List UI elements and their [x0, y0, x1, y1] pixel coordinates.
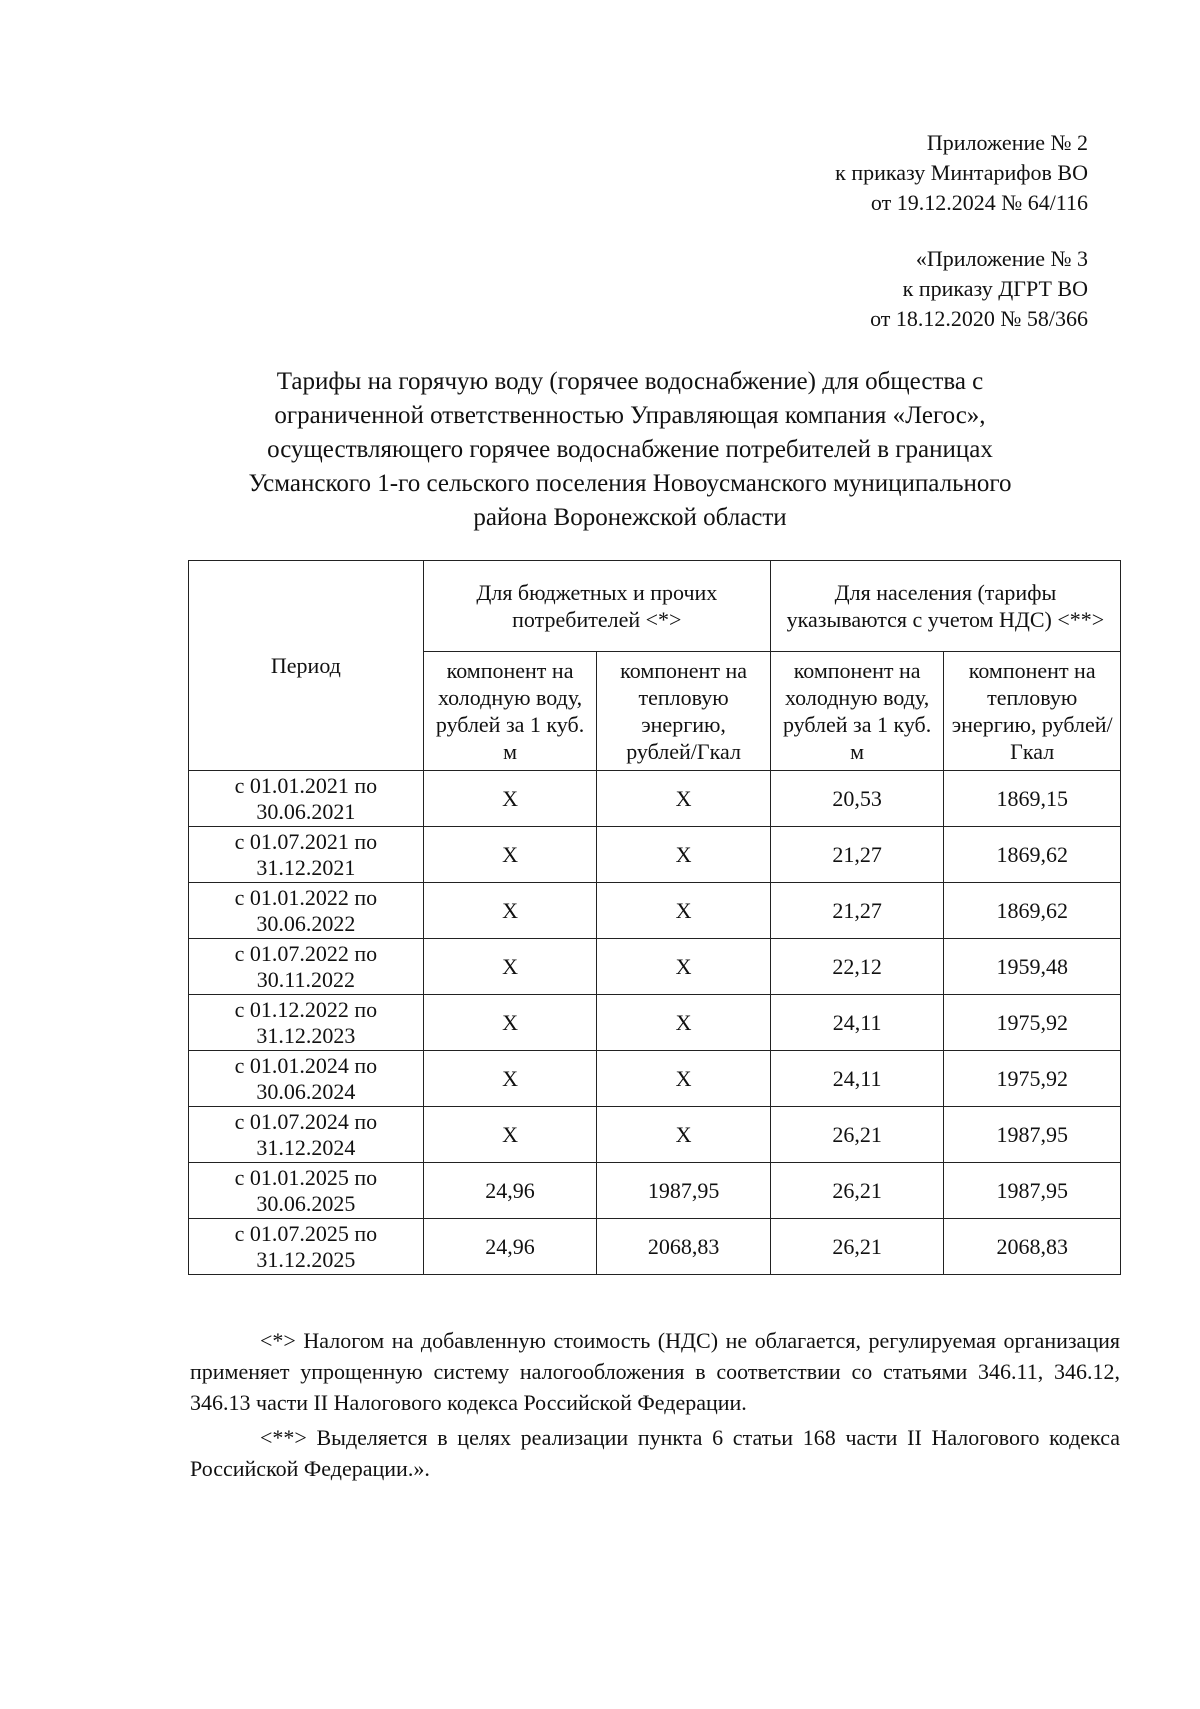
cell-population-heat: 1987,95: [944, 1107, 1121, 1163]
cell-population-heat: 1869,62: [944, 883, 1121, 939]
cell-budget-heat: Х: [597, 995, 771, 1051]
cell-population-heat: 1869,15: [944, 771, 1121, 827]
footnote-vat-allocated: <**> Выделяется в целях реализации пункта 6 статьи 168 части II Налогового кодекса Российской Федерации.».: [190, 1425, 1120, 1481]
cell-population-heat: 1869,62: [944, 827, 1121, 883]
cell-population-heat: 1975,92: [944, 995, 1121, 1051]
header-population-group: Для населения (тарифы указываются с учетом НДС) <**>: [770, 561, 1120, 652]
cell-budget-heat: 2068,83: [597, 1219, 771, 1275]
title-line: района Воронежской области: [473, 504, 787, 531]
footnotes: [190, 1325, 1120, 1488]
cell-budget-cold: 24,96: [423, 1219, 597, 1275]
table-row: [189, 883, 1121, 939]
table-row: [189, 827, 1121, 883]
cell-period: с 01.07.2022 по 30.11.2022: [189, 939, 424, 995]
cell-population-cold: 26,21: [770, 1107, 944, 1163]
cell-population-heat: 1975,92: [944, 1051, 1121, 1107]
cell-budget-cold: Х: [423, 939, 597, 995]
appendix-2-order: к приказу Минтарифов ВО: [835, 160, 1088, 185]
cell-population-cold: 21,27: [770, 883, 944, 939]
table-row: [189, 1051, 1121, 1107]
appendix-2-number: Приложение № 2: [926, 130, 1088, 155]
table-row: [189, 1163, 1121, 1219]
cell-budget-cold: Х: [423, 1107, 597, 1163]
appendix-3-order: к приказу ДГРТ ВО: [902, 276, 1088, 301]
cell-budget-cold: Х: [423, 771, 597, 827]
cell-period: с 01.01.2021 по 30.06.2021: [189, 771, 424, 827]
cell-period: с 01.07.2024 по 31.12.2024: [189, 1107, 424, 1163]
title-line: осуществляющего горячее водоснабжение потребителей в границах: [267, 436, 993, 463]
table-row: [189, 1107, 1121, 1163]
header-period: Период: [189, 561, 424, 771]
cell-budget-cold: Х: [423, 1051, 597, 1107]
appendix-2-header: [835, 128, 1088, 218]
document-title: [190, 365, 1070, 535]
cell-population-cold: 24,11: [770, 1051, 944, 1107]
table-row: [189, 1219, 1121, 1275]
header-population-cold: компонент на холодную воду, рублей за 1 куб. м: [770, 652, 944, 771]
cell-population-heat: 2068,83: [944, 1219, 1121, 1275]
appendix-2-date: от 19.12.2024 № 64/116: [870, 190, 1088, 215]
cell-period: с 01.01.2022 по 30.06.2022: [189, 883, 424, 939]
footnote-vat-exempt: <*> Налогом на добавленную стоимость (НДС) не облагается, регулируемая организация применяет упрощенную систему налогообложения в соответствии со статьями 346.11, 346.12, 346.13 части II Налогового кодекса Российской Федерации.: [190, 1328, 1120, 1415]
cell-population-cold: 26,21: [770, 1163, 944, 1219]
cell-budget-heat: Х: [597, 827, 771, 883]
header-budget-heat: компонент на тепловую энергию, рублей/Гкал: [597, 652, 771, 771]
header-budget-cold: компонент на холодную воду, рублей за 1 куб. м: [423, 652, 597, 771]
cell-population-cold: 20,53: [770, 771, 944, 827]
header-row: [189, 561, 1121, 652]
cell-budget-heat: Х: [597, 1051, 771, 1107]
appendix-3-number: «Приложение № 3: [915, 246, 1088, 271]
cell-budget-heat: 1987,95: [597, 1163, 771, 1219]
cell-period: с 01.01.2024 по 30.06.2024: [189, 1051, 424, 1107]
cell-period: с 01.07.2021 по 31.12.2021: [189, 827, 424, 883]
cell-population-cold: 26,21: [770, 1219, 944, 1275]
table-row: [189, 939, 1121, 995]
title-line: ограниченной ответственностью Управляющая компания «Легос»,: [274, 402, 986, 429]
table-row: [189, 995, 1121, 1051]
cell-period: с 01.07.2025 по 31.12.2025: [189, 1219, 424, 1275]
cell-budget-cold: Х: [423, 883, 597, 939]
cell-population-heat: 1959,48: [944, 939, 1121, 995]
cell-budget-cold: Х: [423, 995, 597, 1051]
title-line: Усманского 1-го сельского поселения Новоусманского муниципального: [248, 470, 1012, 497]
cell-budget-heat: Х: [597, 939, 771, 995]
cell-period: с 01.01.2025 по 30.06.2025: [189, 1163, 424, 1219]
cell-budget-heat: Х: [597, 1107, 771, 1163]
tariffs-table: [188, 560, 1121, 1275]
cell-budget-heat: Х: [597, 883, 771, 939]
appendix-3-header: [870, 244, 1088, 334]
appendix-3-date: от 18.12.2020 № 58/366: [870, 306, 1088, 331]
table-row: [189, 771, 1121, 827]
cell-budget-cold: 24,96: [423, 1163, 597, 1219]
table-body: [189, 771, 1121, 1275]
header-population-heat: компонент на тепловую энергию, рублей/Гкал: [944, 652, 1121, 771]
cell-budget-heat: Х: [597, 771, 771, 827]
title-line: Тарифы на горячую воду (горячее водоснабжение) для общества с: [276, 368, 984, 395]
cell-population-heat: 1987,95: [944, 1163, 1121, 1219]
cell-population-cold: 22,12: [770, 939, 944, 995]
header-budget-group: Для бюджетных и прочих потребителей <*>: [423, 561, 770, 652]
cell-budget-cold: Х: [423, 827, 597, 883]
cell-population-cold: 21,27: [770, 827, 944, 883]
cell-population-cold: 24,11: [770, 995, 944, 1051]
cell-period: с 01.12.2022 по 31.12.2023: [189, 995, 424, 1051]
table-header: [189, 561, 1121, 771]
